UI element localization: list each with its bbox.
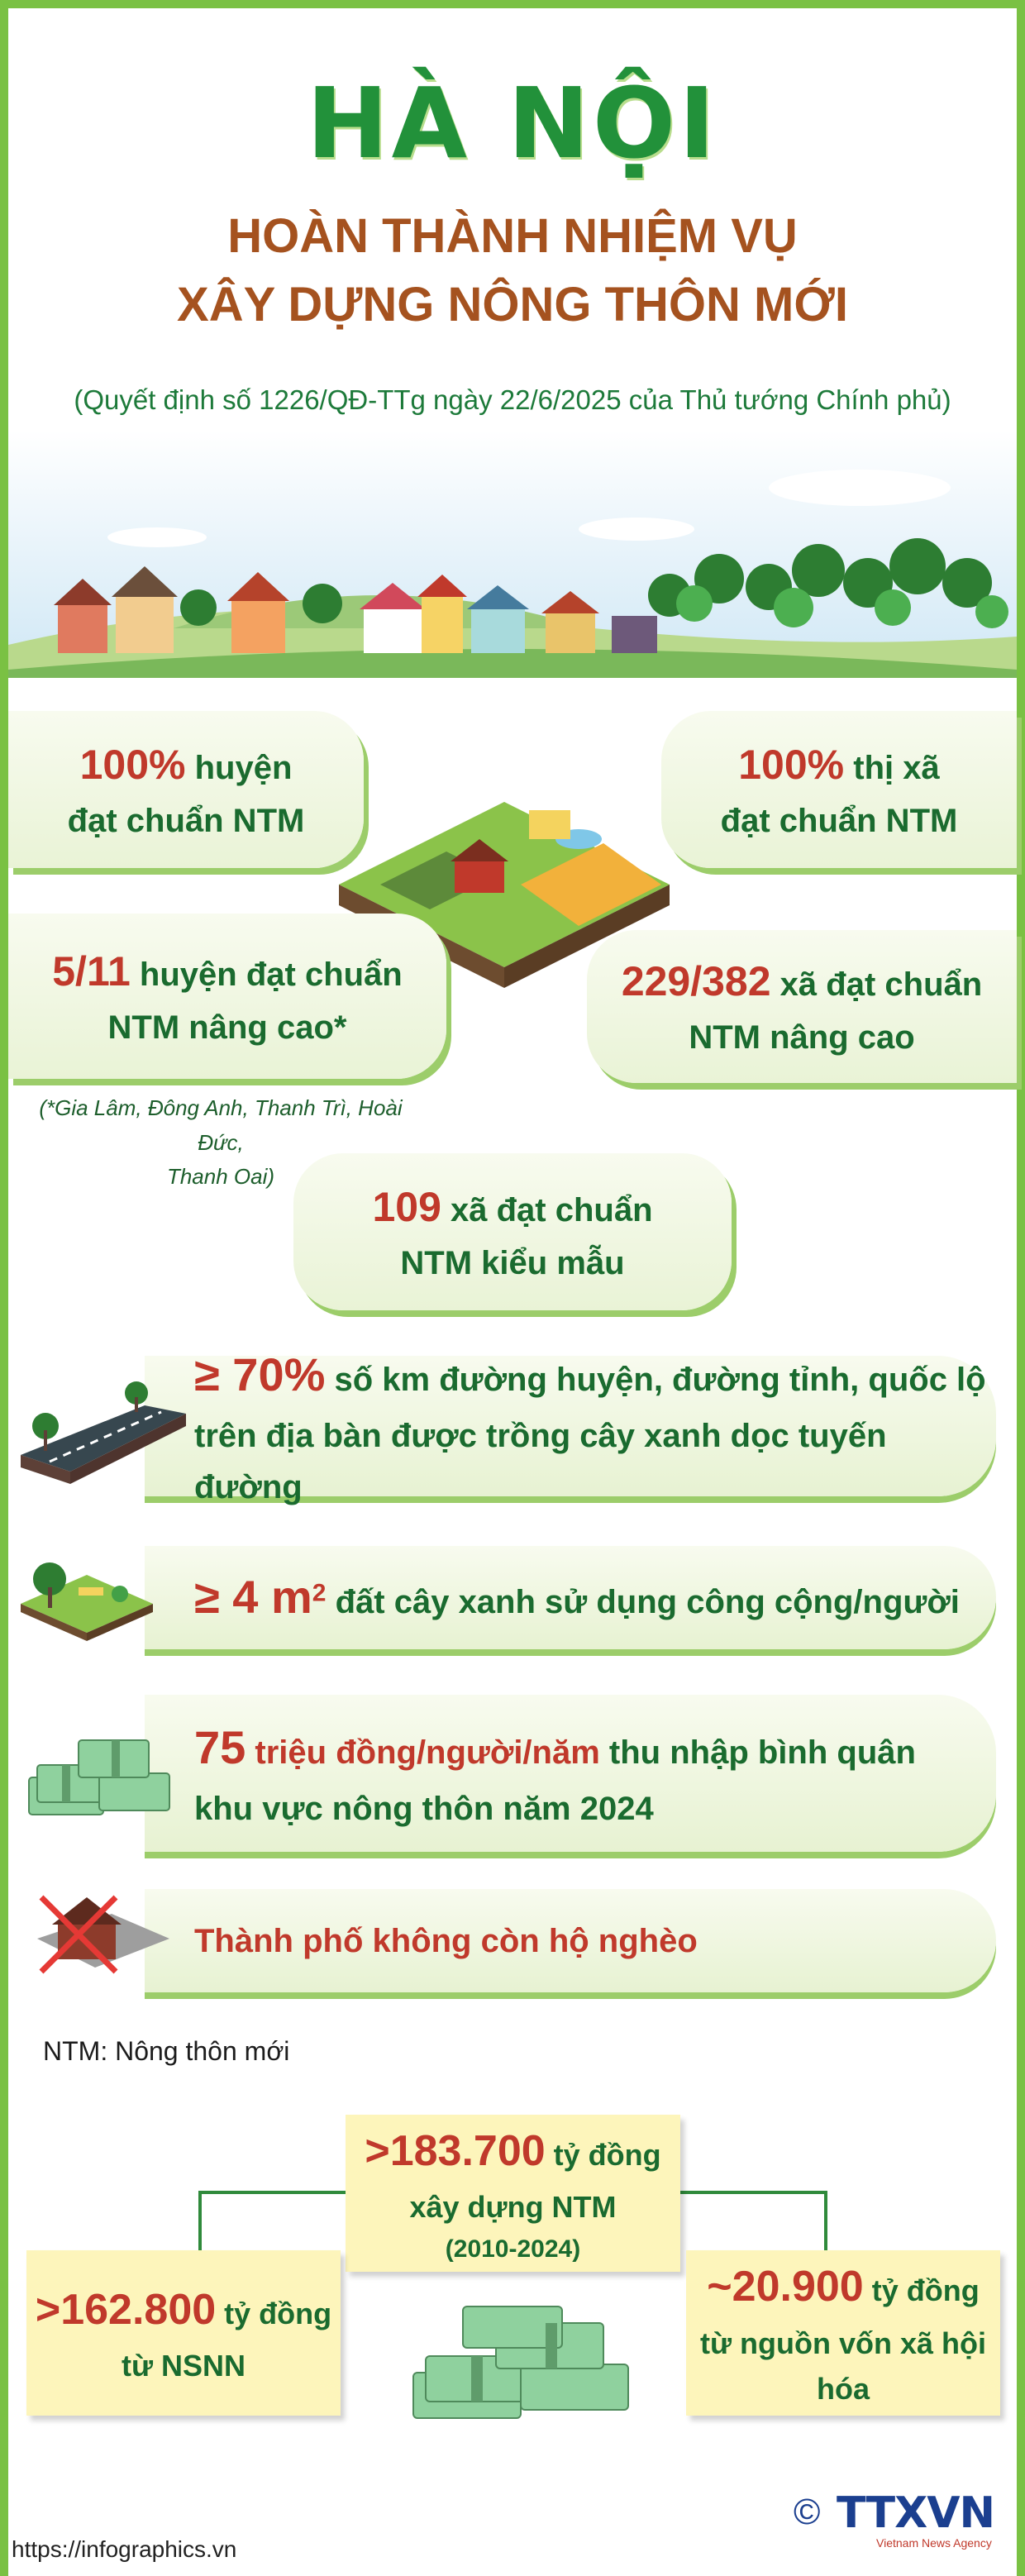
connector-right-h [674,2191,827,2194]
stat-districts-num: 100% [79,741,186,788]
bar-green-text: đất cây xanh sử dụng công cộng/người [326,1584,960,1621]
bar-green-sup: 2 [312,1579,327,1607]
bar-income-unit: triệu đồng/người/năm [246,1734,600,1771]
funding-social-unit: tỷ đồng [863,2273,980,2307]
bar-poverty-text: Thành phố không còn hộ nghèo [194,1922,698,1959]
stat-advanced-communes-label: xã đạt chuẩn [770,966,983,1003]
funding-total-purpose: xây dựng NTM [409,2190,617,2225]
park-icon [21,1554,153,1645]
stat-advanced-districts-num: 5/11 [52,947,131,995]
stat-districts-label: huyện [185,749,293,786]
bar-income-text2: khu vực nông thôn năm 2024 [194,1791,654,1828]
stat-model-communes-num: 109 [372,1183,441,1230]
bar-income [145,1695,996,1852]
road-icon [21,1381,186,1488]
stat-towns-label: thị xã [844,749,940,786]
stat-advanced-districts-label: huyện đạt chuẩn [130,956,403,993]
funding-social-source: từ nguồn vốn xã hội hóa [699,2326,987,2407]
bar-poverty [145,1889,996,1992]
stat-districts [8,711,364,868]
bar-income-text1: thu nhập bình quân [599,1734,916,1771]
funding-total-unit: tỷ đồng [545,2137,661,2172]
funding-social-box [686,2250,1000,2416]
funding-social-amount: ~20.900 [707,2262,864,2311]
ttxvn-logo [794,2488,1008,2555]
village-landscape-illustration [8,430,1017,678]
bar-green-num: ≥ 4 m [194,1571,312,1624]
funding-budget-amount: >162.800 [35,2285,217,2334]
bar-roads-num: ≥ 70% [194,1348,326,1400]
decision-reference: (Quyết định số 1226/QĐ-TTg ngày 22/6/2025 của Thủ tướng Chính phủ) [74,384,951,415]
stat-advanced-communes [587,930,1017,1083]
source-url[interactable]: https://infographics.vn [12,2536,237,2562]
stat-advanced-districts-label2: NTM nâng cao* [107,1009,347,1046]
brand-name: TTXVN [837,2488,994,2538]
brand-subtitle: Vietnam News Agency [876,2536,992,2550]
copyright-symbol: © [794,2492,821,2532]
stat-towns [661,711,1017,868]
bar-roads [145,1348,996,1506]
footnote-line2: Thanh Oai) [166,1164,275,1190]
connector-right-v [824,2191,827,2250]
connector-left-v [198,2191,202,2250]
stat-model-communes [293,1153,732,1310]
funding-budget-box [26,2250,341,2416]
bar-roads-text2: trên địa bàn được trồng cây xanh dọc tuyến đường [194,1418,887,1506]
funding-budget-source: từ NSNN [121,2349,246,2383]
abbreviation-legend: NTM: Nông thôn mới [43,2036,290,2066]
connector-left-h [198,2191,351,2194]
subtitle-line1: HOÀN THÀNH NHIỆM VỤ [227,209,798,263]
funding-total-period: (2010-2024) [445,2235,581,2263]
funding-total-box [346,2115,680,2272]
bar-green-space [145,1546,996,1649]
money-icon [21,1728,178,1827]
funding-budget-unit: tỷ đồng [216,2296,332,2330]
stat-towns-label2: đạt chuẩn NTM [720,802,958,839]
house-crossed-icon [21,1893,178,1984]
stat-towns-num: 100% [738,741,845,788]
bar-roads-text1: số km đường huyện, đường tỉnh, quốc lộ [325,1361,986,1398]
stat-advanced-communes-num: 229/382 [621,958,771,1004]
stat-model-communes-label2: NTM kiểu mẫu [400,1244,625,1281]
footnote-line1: (*Gia Lâm, Đông Anh, Thanh Trì, Hoài Đức, [39,1095,403,1155]
funding-total-amount: >183.700 [365,2126,546,2175]
stat-model-communes-label: xã đạt chuẩn [441,1191,653,1228]
stat-districts-label2: đạt chuẩn NTM [67,802,305,839]
money-stack-icon [405,2298,636,2431]
page-title: HÀ NỘI [306,66,719,180]
stat-advanced-districts [8,914,446,1079]
bar-income-num: 75 [194,1720,246,1773]
stat-advanced-communes-label2: NTM nâng cao [689,1019,915,1056]
subtitle-line2: XÂY DỰNG NÔNG THÔN MỚI [177,278,848,332]
